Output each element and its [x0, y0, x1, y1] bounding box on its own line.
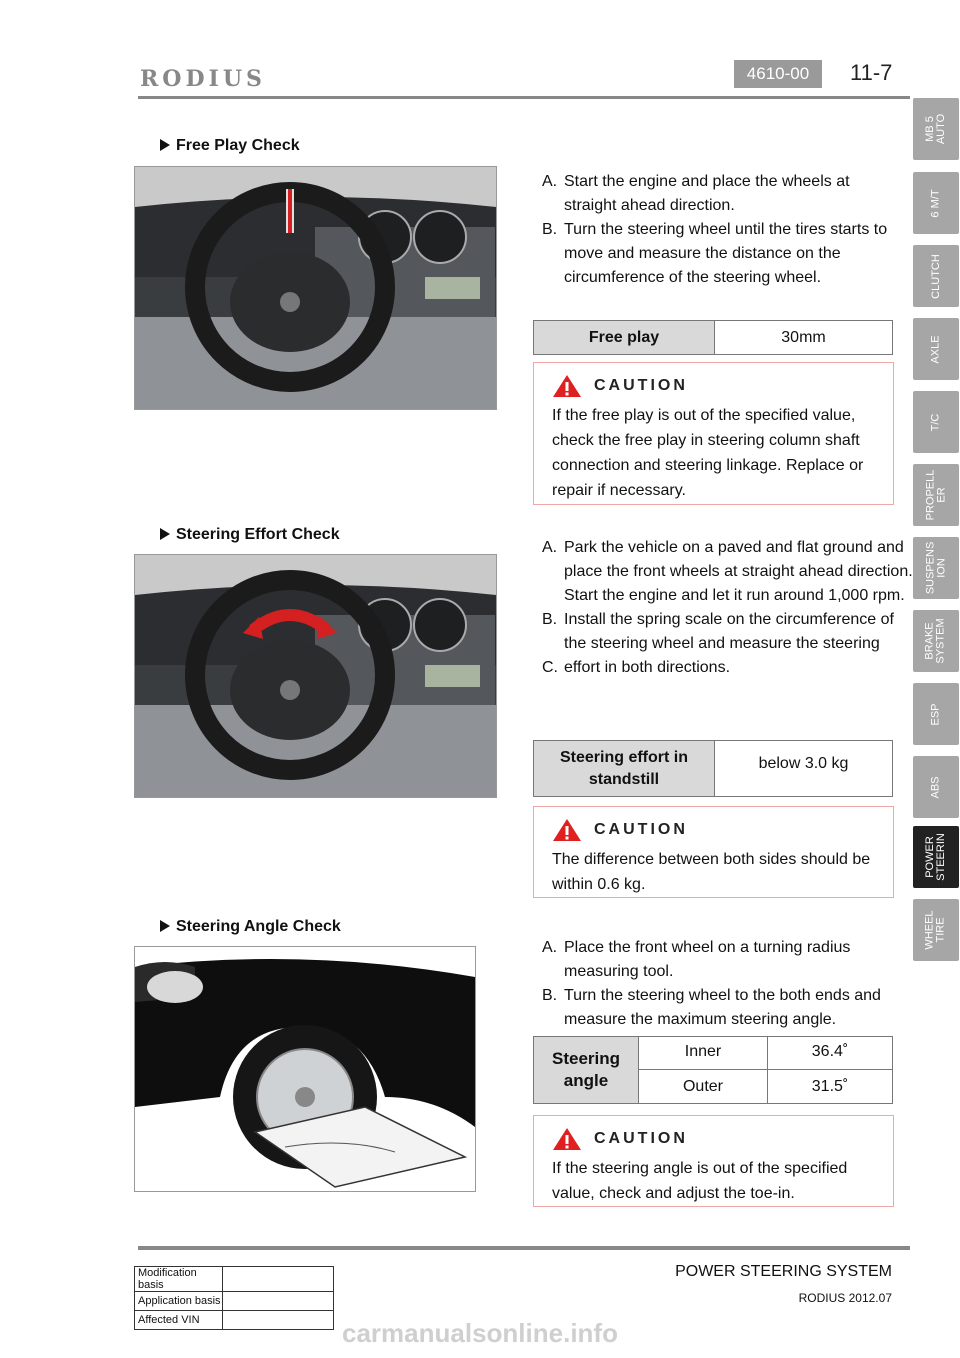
- mod-row-value: [223, 1292, 334, 1311]
- spec-label: Free play: [534, 321, 715, 355]
- free-play-title: Free Play Check: [160, 137, 300, 155]
- inner-label: Inner: [639, 1037, 768, 1070]
- tab-abs[interactable]: ABS: [913, 756, 959, 818]
- outer-label: Outer: [639, 1070, 768, 1104]
- tab-tc[interactable]: T/C: [913, 391, 959, 453]
- step-item: A. Place the front wheel on a turning radius measuring tool.: [542, 939, 851, 980]
- footer-title: POWER STEERING SYSTEM: [675, 1263, 892, 1280]
- angle-photo: [134, 946, 476, 1192]
- free-play-spec-table: [533, 320, 893, 355]
- effort-steps: [542, 536, 916, 680]
- free-play-photo: [134, 166, 497, 410]
- spec-label: Steering effort in standstill: [534, 741, 715, 797]
- effort-photo: [134, 554, 497, 798]
- mod-row-label: Application basis: [135, 1292, 223, 1311]
- tab-esp[interactable]: ESP: [913, 683, 959, 745]
- tab-axle[interactable]: AXLE: [913, 318, 959, 380]
- step-item: B. Turn the steering wheel to the both ends and measure the maximum steering angle.: [542, 987, 881, 1028]
- spec-value: below 3.0 kg: [715, 741, 893, 797]
- tab-suspension[interactable]: SUSPENS ION: [913, 537, 959, 599]
- effort-caution: [533, 806, 894, 898]
- footer-subtitle: RODIUS 2012.07: [798, 1291, 892, 1305]
- tab-brake-system[interactable]: BRAKE SYSTEM: [913, 610, 959, 672]
- warning-triangle-icon: [552, 374, 582, 398]
- outer-value: 31.5˚: [768, 1070, 893, 1104]
- tab-6mt[interactable]: 6 M/T: [913, 172, 959, 234]
- watermark: carmanualsonline.info: [342, 1318, 618, 1348]
- page-number: 11-7: [850, 60, 893, 85]
- inner-value: 36.4˚: [768, 1037, 893, 1070]
- mod-row-value: [223, 1267, 334, 1292]
- caution-heading: CAUTION: [594, 821, 688, 838]
- tab-propeller[interactable]: PROPELL ER: [913, 464, 959, 526]
- caution-heading: CAUTION: [594, 377, 688, 394]
- warning-triangle-icon: [552, 818, 582, 842]
- rodius-logo: RODIUS: [140, 66, 266, 92]
- step-item: A. Park the vehicle on a paved and flat ground and place the front wheels at straight ahead direction. Start the engine and let it run around 1,000 rpm.: [542, 539, 913, 604]
- angle-caution: [533, 1115, 894, 1207]
- step-item: B. Turn the steering wheel until the tires starts to move and measure the distance on the circumference of the steering wheel.: [542, 221, 888, 286]
- bullet-triangle-icon: [160, 528, 170, 540]
- effort-title: Steering Effort Check: [160, 526, 340, 544]
- spec-value: 30mm: [715, 321, 893, 355]
- tab-clutch[interactable]: CLUTCH: [913, 245, 959, 307]
- tab-mb5-auto[interactable]: MB 5 AUTO: [913, 98, 959, 160]
- angle-spec-table: [533, 1036, 893, 1104]
- warning-triangle-icon: [552, 1127, 582, 1151]
- step-item: B. Install the spring scale on the circumference of the steering wheel and measure the steering: [542, 611, 894, 652]
- footer-divider: [138, 1246, 910, 1250]
- bullet-triangle-icon: [160, 139, 170, 151]
- caution-text: The difference between both sides should be within 0.6 kg.: [552, 851, 871, 893]
- free-play-caution: [533, 362, 894, 505]
- step-item: C. effort in both directions.: [542, 659, 731, 676]
- mod-row-label: Modification basis: [135, 1267, 223, 1292]
- caution-text: If the free play is out of the specified value, check the free play in steering column shaft connection and steering linkage. Replace or repair if necessary.: [552, 407, 864, 499]
- tab-power-steering[interactable]: POWER STEERIN: [913, 826, 959, 888]
- caution-heading: CAUTION: [594, 1130, 688, 1147]
- step-item: A. Start the engine and place the wheels at straight ahead direction.: [542, 173, 850, 214]
- effort-spec-table: [533, 740, 893, 797]
- header-divider: [138, 96, 910, 99]
- angle-title: Steering Angle Check: [160, 918, 341, 936]
- caution-text: If the steering angle is out of the specified value, check and adjust the toe-in.: [552, 1160, 848, 1202]
- tab-wheel-tire[interactable]: WHEEL TIRE: [913, 899, 959, 961]
- spec-label: Steering angle: [534, 1037, 639, 1104]
- bullet-triangle-icon: [160, 920, 170, 932]
- angle-steps: [542, 936, 898, 1032]
- section-code-badge: 4610-00: [734, 60, 822, 88]
- mod-row-label: Affected VIN: [135, 1311, 223, 1330]
- free-play-steps: [542, 170, 898, 290]
